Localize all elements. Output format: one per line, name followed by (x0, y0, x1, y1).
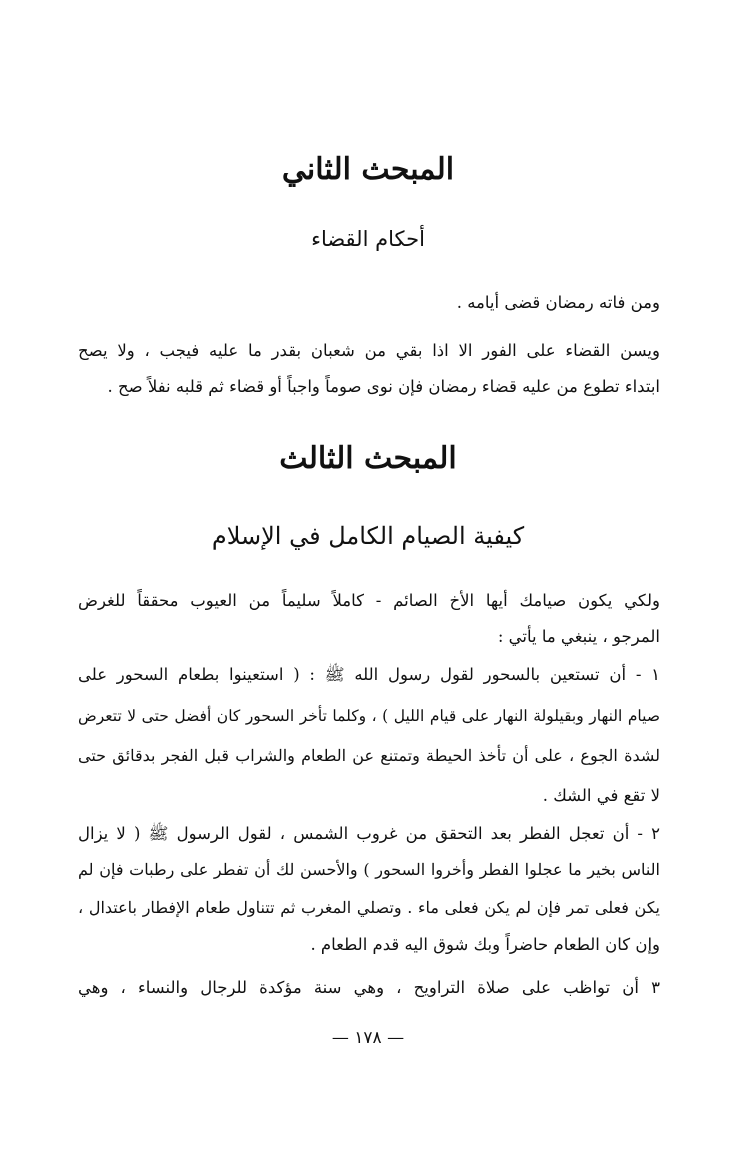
paragraph-line: صيام النهار وبقيلولة النهار على قيام الليل ) ، وكلما تأخر السحور كان أفضل حتى لا تتعرض (78, 707, 660, 725)
paragraph-line: المرجو ، ينبغي ما يأتي : (497, 627, 660, 646)
paragraph-line: ٢ - أن تعجل الفطر بعد التحقق من غروب الشمس ، لقول الرسول ﷺ ( لا يزال (78, 824, 660, 843)
paragraph-line: ٣ أن تواظب على صلاة التراويح ، وهي سنة مؤكدة للرجال والنساء ، وهي (78, 978, 660, 997)
paragraph-line: ١ - أن تستعين بالسحور لقول رسول الله ﷺ : ( استعينوا بطعام السحور على (78, 665, 660, 684)
paragraph-line: لا تقع في الشك . (542, 786, 660, 805)
paragraph-line: يكن فعلى تمر فإن لم يكن فعلى ماء . وتصلي المغرب ثم تتناول طعام الإفطار باعتدال ، (78, 898, 660, 917)
page-number: — ١٧٨ — (331, 1028, 405, 1048)
section-3-subtitle: كيفية الصيام الكامل في الإسلام (211, 522, 525, 550)
paragraph-line: ابتداء تطوع من عليه قضاء رمضان فإن نوى صوماً واجباً أو قضاء ثم قلبه نفلاً صح . (107, 377, 660, 396)
paragraph-line: ولكي يكون صيامك أيها الأخ الصائم - كاملاً سليماً من العيوب محققاً للغرض (78, 591, 660, 610)
paragraph-line: ويسن القضاء على الفور الا اذا بقي من شعبان بقدر ما عليه فيجب ، ولا يصح (78, 341, 660, 360)
section-2-title: المبحث الثاني (281, 152, 455, 187)
section-3-title: المبحث الثالث (279, 441, 457, 476)
paragraph-line: وإن كان الطعام حاضراً وبك شوق اليه قدم الطعام . (310, 935, 660, 954)
paragraph-line: ومن فاته رمضان قضى أيامه . (456, 293, 660, 312)
paragraph-line: الناس بخير ما عجلوا الفطر وأخروا السحور ) والأحسن لك أن تفطر على رطبات فإن لم (78, 860, 660, 879)
section-2-subtitle: أحكام القضاء (311, 227, 425, 251)
paragraph-line: لشدة الجوع ، على أن تأخذ الحيطة وتمتنع عن الطعام والشراب قبل الفجر بدقائق حتى (78, 746, 660, 765)
